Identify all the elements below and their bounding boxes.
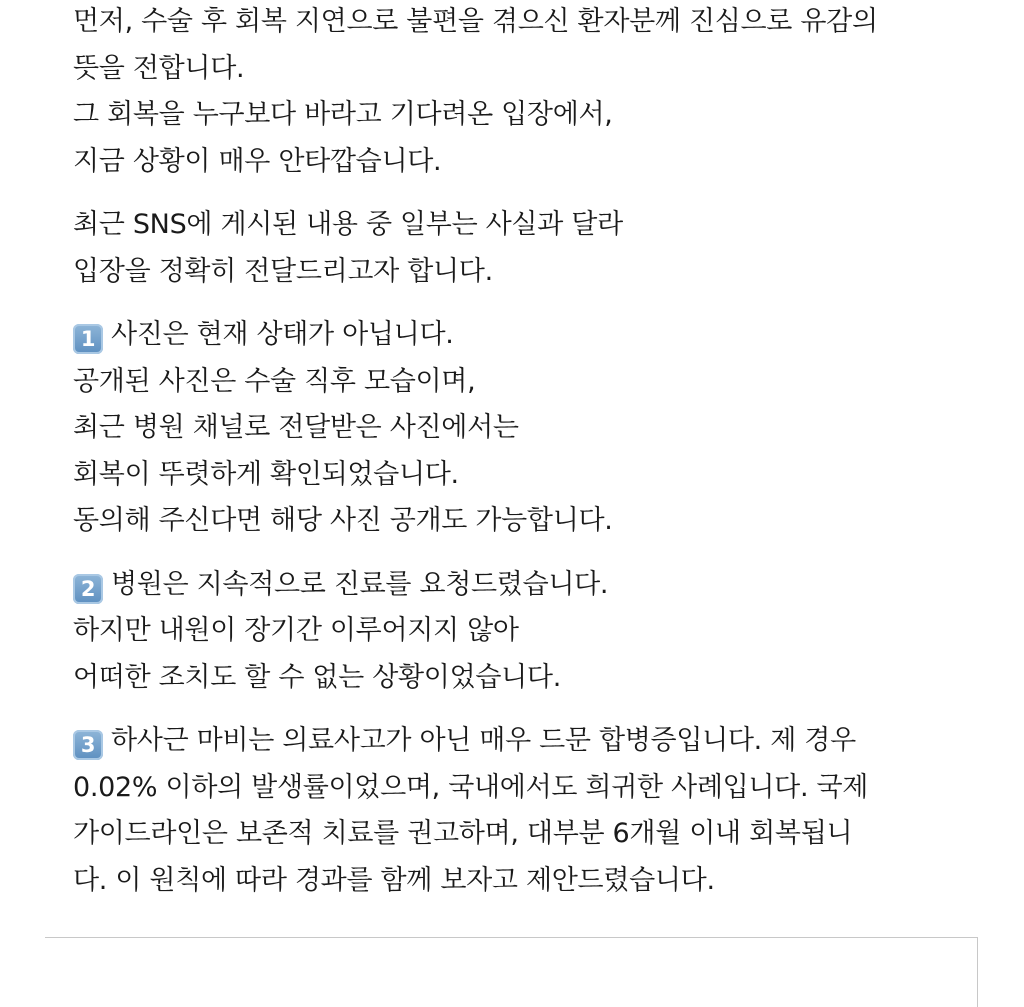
point-3-heading: 하사근 마비는 의료사고가 아닌 매우 드문 합병증입니다. 제 경우: [111, 725, 856, 756]
point-1-heading: 사진은 현재 상태가 아닙니다.: [111, 319, 454, 350]
text-line: 최근 SNS에 게시된 내용 중 일부는 사실과 달라: [73, 209, 623, 240]
keycap-3-icon: 3: [73, 730, 103, 760]
text-line: 0.02% 이하의 발생률이었으며, 국내에서도 희귀한 사례입니다. 국제: [73, 771, 869, 803]
text-line: 하지만 내원이 장기간 이루어지지 않아: [73, 615, 519, 646]
keycap-1-icon: 1: [73, 324, 103, 354]
text-line: 먼저, 수술 후 회복 지연으로 불편을 겪으신 환자분께 진심으로 유감의: [73, 6, 878, 37]
text-line: [73, 312, 973, 359]
text-line: [73, 718, 973, 765]
keycap-2-icon: 2: [73, 574, 103, 604]
point-2-heading: 병원은 지속적으로 진료를 요청드렸습니다.: [111, 568, 609, 600]
text-line: 회복이 뚜렷하게 확인되었습니다.: [73, 458, 459, 490]
text-line: 동의해 주신다면 해당 사진 공개도 가능합니다.: [73, 505, 613, 536]
text-line: 가이드라인은 보존적 치료를 권고하며, 대부분 6개월 이내 회복됩니: [73, 818, 853, 849]
text-line: 다. 이 원칙에 따라 경과를 함께 보자고 제안드렸습니다.: [73, 864, 715, 896]
text-line: [73, 562, 973, 609]
text-line: 뜻을 전합니다.: [73, 52, 245, 84]
intro-paragraph: [73, 0, 973, 185]
text-line: 어떠한 조치도 할 수 없는 상황이었습니다.: [73, 661, 561, 693]
text-line: 공개된 사진은 수술 직후 모습이며,: [73, 365, 476, 397]
point-3-paragraph: [73, 718, 973, 904]
point-1-paragraph: [73, 312, 973, 545]
text-line: 최근 병원 채널로 전달받은 사진에서는: [73, 412, 519, 443]
text-line: 입장을 정확히 전달드리고자 합니다.: [73, 255, 493, 287]
statement-body: [73, 0, 973, 904]
point-2-paragraph: [73, 562, 973, 702]
text-line: 그 회복을 누구보다 바라고 기다려온 입장에서,: [73, 99, 613, 130]
text-line: 지금 상황이 매우 안타깝습니다.: [73, 145, 442, 177]
purpose-paragraph: [73, 202, 973, 295]
